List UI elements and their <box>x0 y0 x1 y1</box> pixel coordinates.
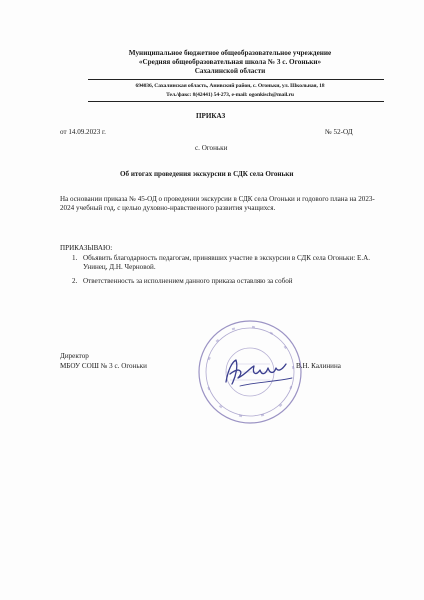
list-item-number: 2. <box>72 277 78 285</box>
order-title: ПРИКАЗ <box>196 112 226 120</box>
header-contacts: Тел./факс: 8(42441) 54-273, e-mail: ogonkisch@mail.ru <box>166 92 294 98</box>
order-date: от 14.09.2023 г. <box>60 128 106 136</box>
signature-name: В.Н. Калинина <box>296 362 341 370</box>
header-org-line1: Муниципальное бюджетное общеобразовательное учреждение <box>128 49 332 57</box>
header-org-line3: Сахалинской области <box>194 67 266 75</box>
list-item-text: Объявить благодарность педагогам, принявших участие в экскурсии в СДК села Огоньки: Е.А. Унинец, Д.Н. Черновой. <box>83 254 371 272</box>
signature-title-line2: МБОУ СОШ № 3 с. Огоньки <box>60 362 147 370</box>
basis-paragraph: На основании приказа № 45-ОД о проведении экскурсии в СДК села Огоньки и годового плана на 2023-2024 учебный год, с целью духовно-нравственного развития учащихся. <box>60 195 375 213</box>
signature-title-line1: Директор <box>60 352 89 360</box>
order-number: № 52-ОД <box>325 128 353 136</box>
order-place: с. Огоньки <box>195 144 228 152</box>
header-address: 694036, Сахалинская область, Анивский район, с. Огоньки, ул. Школьная, 18 <box>135 83 325 89</box>
list-item-text: Ответственность за исполнением данного приказа оставляю за собой <box>83 277 293 285</box>
header-org-line2: «Средняя общеобразовательная школа № 3 с. Огоньки» <box>138 58 322 66</box>
order-subject: Об итогах проведения экскурсии в СДК села Огоньки <box>120 170 294 178</box>
signature-mark <box>220 352 300 392</box>
header-rule-bottom <box>88 101 384 102</box>
list-item <box>72 277 372 287</box>
header-rule-top <box>88 79 384 80</box>
list-item <box>72 254 372 274</box>
list-item-number: 1. <box>72 254 78 262</box>
order-word: ПРИКАЗЫВАЮ: <box>60 244 113 252</box>
